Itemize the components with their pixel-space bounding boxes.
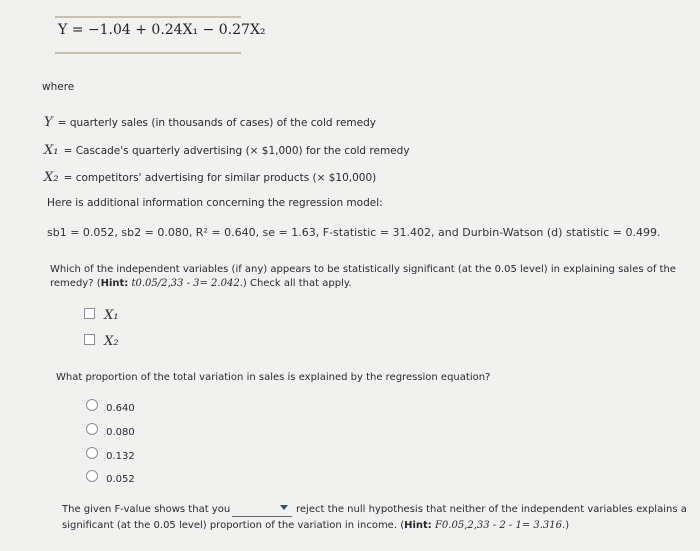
q2-option[interactable] [86,467,135,486]
q1-hint-label: Hint: [100,278,129,289]
radio-button[interactable] [86,399,98,411]
definition-x1 [44,139,410,158]
q3-hint-label: Hint: [404,520,432,531]
q3-line2 [62,520,569,531]
where-label: where [42,81,75,93]
option-label: 0.080 [106,427,135,438]
q1-line2-suffix: ) Check all that apply. [242,278,352,289]
q1-hint-formula: t0.05/2,33 - 3= 2.042. [131,278,243,289]
definition-symbol: X₂ [44,170,59,185]
chevron-down-icon[interactable] [280,505,288,510]
q2-option[interactable] [86,420,135,439]
definition-text: = Cascade's quarterly advertising (× $1,000) for the cold remedy [63,145,410,157]
q3-suffix: reject the null hypothesis that neither of the independent variables explains a [296,504,687,515]
definition-symbol: X₁ [44,143,59,158]
radio-button[interactable] [86,423,98,435]
option-label: X₁ [104,308,119,323]
q2-question: What proportion of the total variation in sales is explained by the regression equation? [56,372,491,383]
q3-hint-formula: F0.05,2,33 - 2 - 1= 3.316. [434,520,566,531]
q2-option[interactable] [86,396,135,415]
definition-text: = quarterly sales (in thousands of cases) of the cold remedy [57,117,376,129]
option-label: 0.640 [106,403,135,414]
definition-x2 [44,166,376,185]
q1-line2-prefix: remedy? ( [50,278,101,289]
q1-option-x2[interactable] [84,330,119,349]
option-label: 0.052 [106,474,135,485]
definition-symbol: Y [44,115,53,130]
radio-button[interactable] [86,470,98,482]
checkbox[interactable] [84,334,95,345]
q1-question-line2 [50,278,352,289]
q3-line2-prefix: significant (at the 0.05 level) proportion of the variation in income. ( [62,520,405,531]
option-label: X₂ [104,334,119,349]
q3-line2-suffix: ) [565,520,570,531]
q3-prefix: The given F-value shows that you [62,504,231,515]
radio-button[interactable] [86,447,98,459]
regression-equation: Y = −1.04 + 0.24X₁ − 0.27X₂ [58,22,266,38]
checkbox[interactable] [84,308,95,319]
q1-option-x1[interactable] [84,304,119,323]
option-label: 0.132 [106,451,135,462]
q1-question-line1: Which of the independent variables (if any) appears to be statistically significant (at the 0.05 level) in explaining sales of the [50,264,676,275]
additional-info: Here is additional information concerning the regression model: [47,197,383,209]
definition-text: = competitors' advertising for similar products (× $10,000) [63,172,377,184]
definition-y [44,111,376,130]
model-statistics: sb1 = 0.052, sb2 = 0.080, R² = 0.640, se = 1.63, F-statistic = 31.402, and Durbin-Watson (d) statistic = 0.499. [47,226,661,239]
q2-option[interactable] [86,444,135,463]
